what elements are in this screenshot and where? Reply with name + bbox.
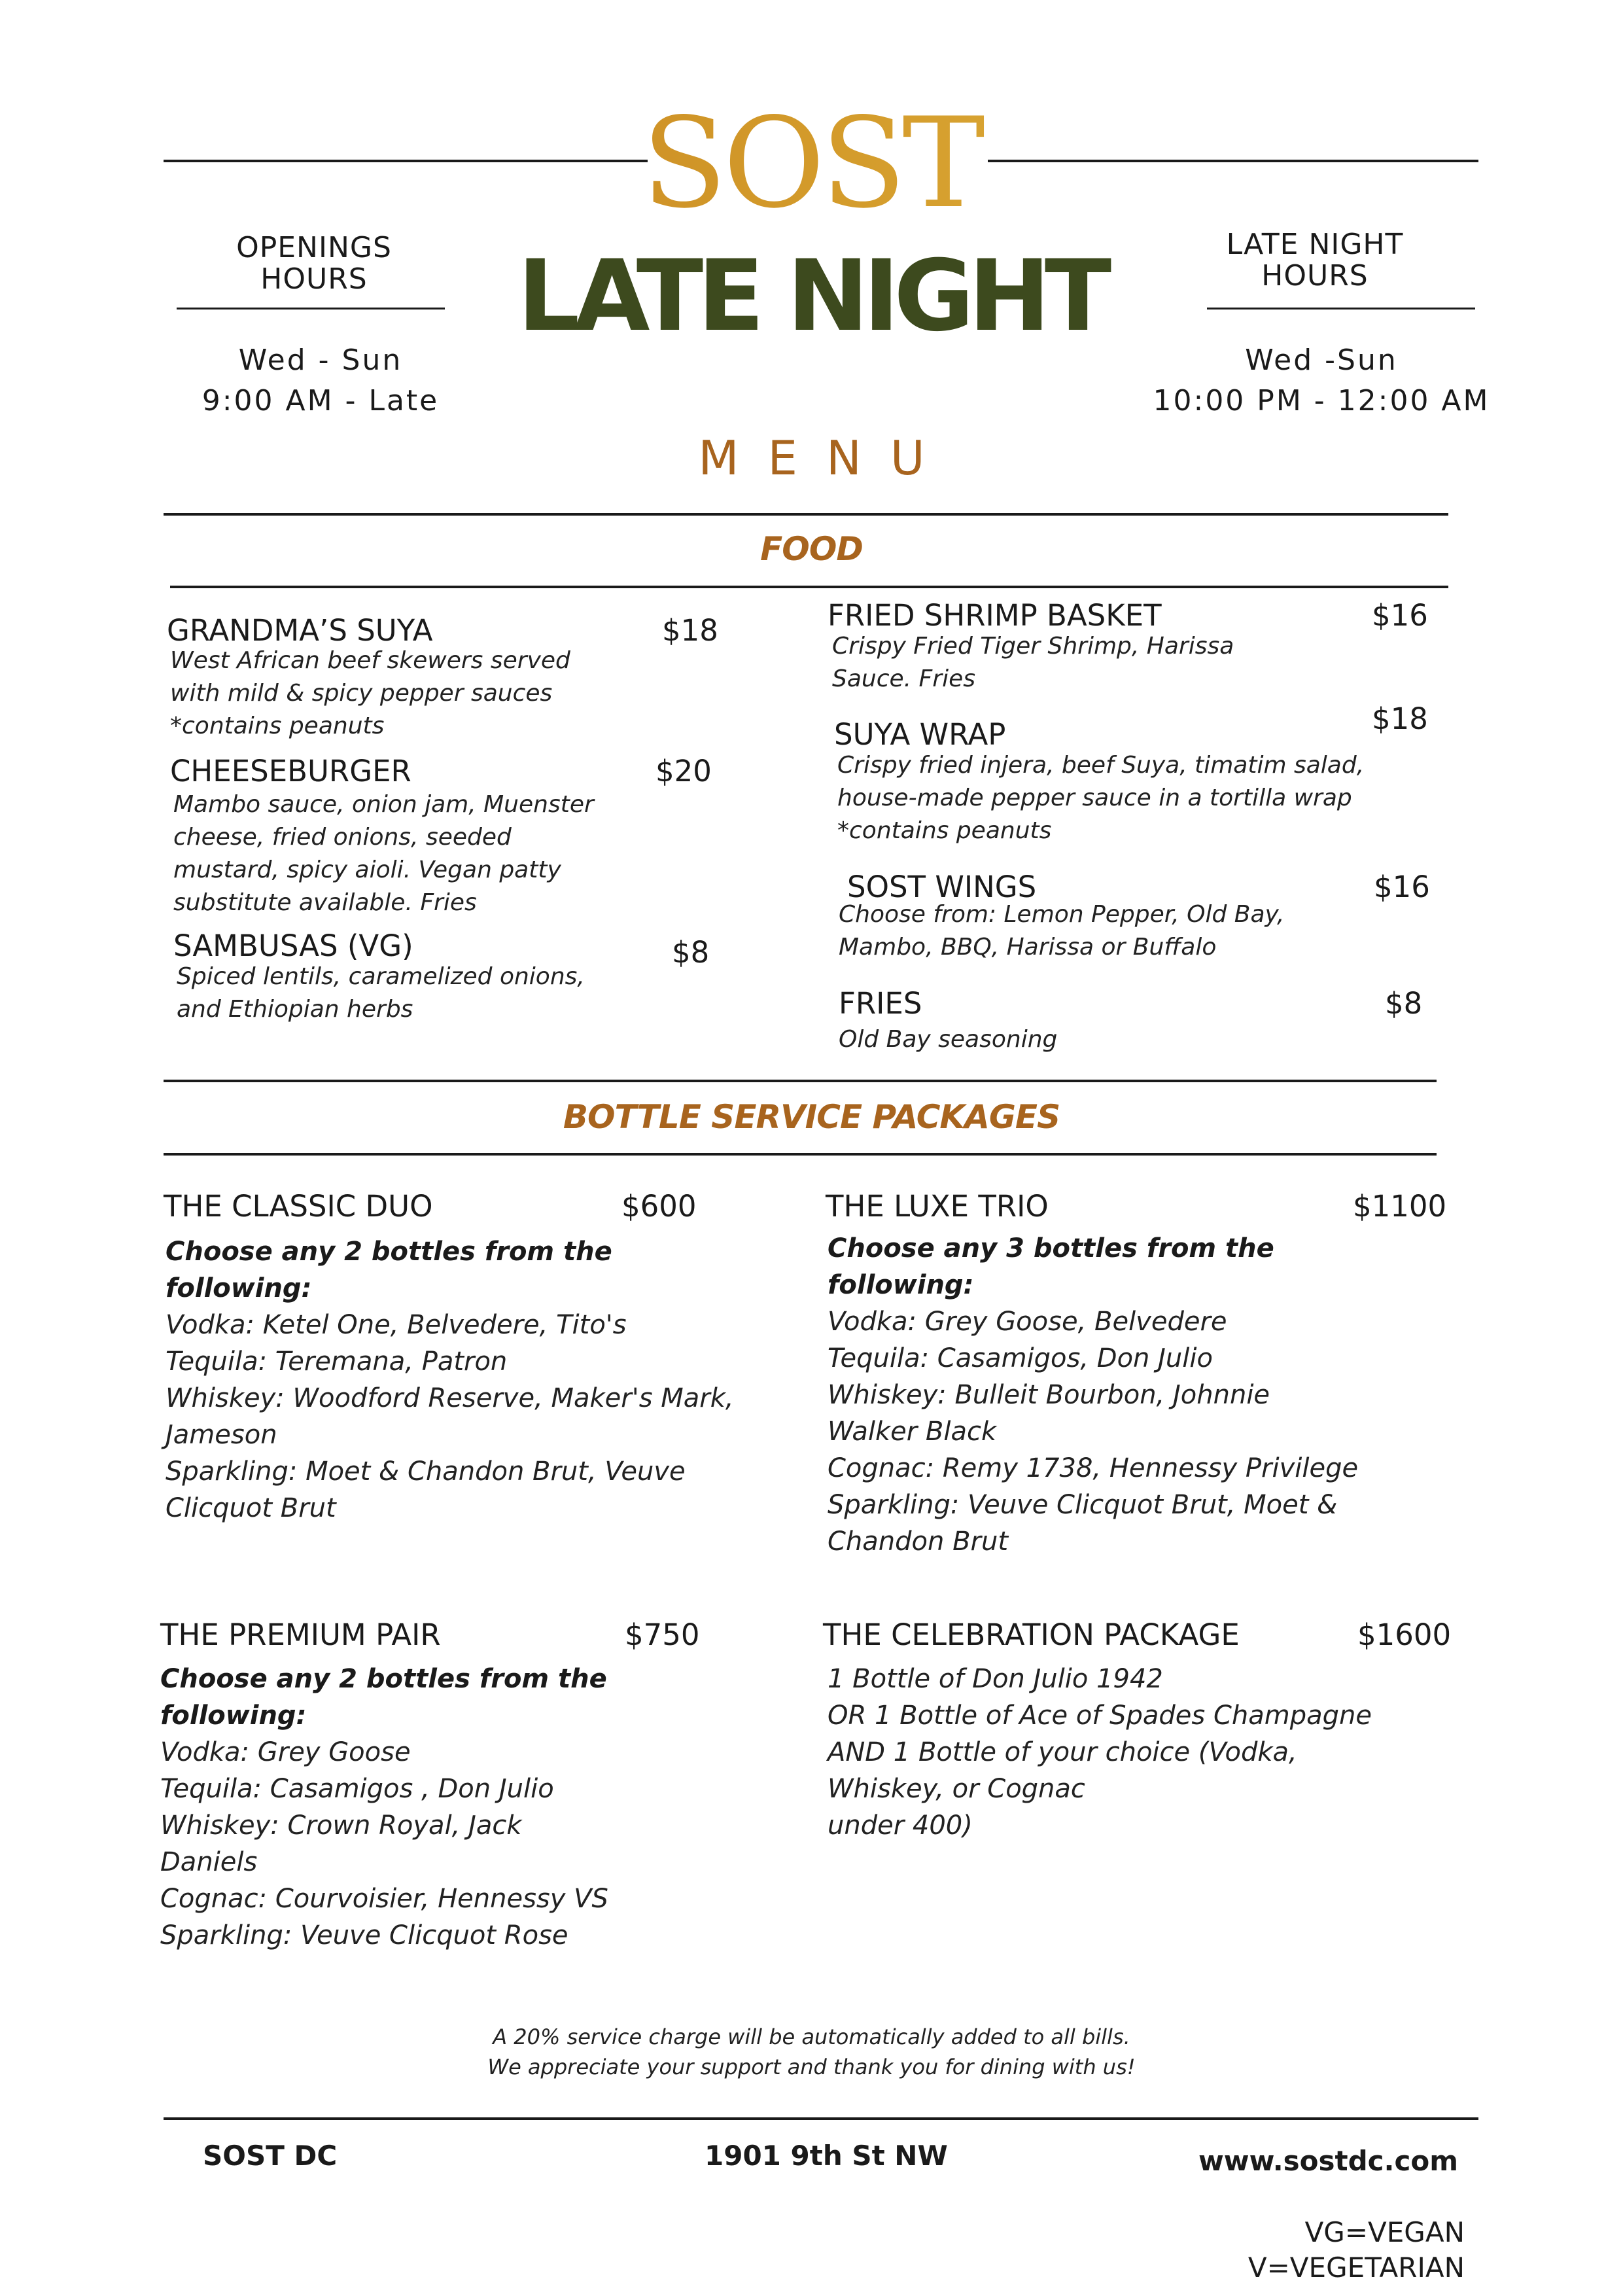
desc-line: with mild & spicy pepper sauces xyxy=(170,680,553,707)
package-price: $750 xyxy=(625,1617,700,1652)
late-night-hours-days: Wed -Sun xyxy=(1245,344,1398,377)
legend-vegetarian: V=VEGETARIAN xyxy=(1248,2252,1465,2284)
food-item-desc xyxy=(837,749,1364,847)
desc-line: *contains peanuts xyxy=(170,713,385,739)
food-rule-top xyxy=(164,513,1448,516)
opening-hours-rule xyxy=(177,308,445,309)
desc-line: and Ethiopian herbs xyxy=(177,996,413,1023)
package-details xyxy=(828,1230,1358,1560)
opening-hours xyxy=(177,232,451,295)
package-choose: following: xyxy=(166,1273,312,1303)
package-line: Jameson xyxy=(166,1420,277,1450)
service-notice-line1: A 20% service charge will be automatically added to all bills. xyxy=(493,2024,1130,2049)
food-item-name: SUYA WRAP xyxy=(834,717,1006,752)
logo: SOST xyxy=(0,101,1623,226)
opening-hours-values xyxy=(177,340,464,421)
package-choose: Choose any 2 bottles from the xyxy=(166,1237,612,1267)
opening-hours-heading-1: OPENINGS xyxy=(236,231,392,264)
package-line: Daniels xyxy=(160,1847,258,1877)
package-line: AND 1 Bottle of your choice (Vodka, xyxy=(828,1737,1297,1767)
food-item-desc xyxy=(839,1023,1057,1056)
legend-vegan: VG=VEGAN xyxy=(1304,2216,1465,2248)
food-item-name: FRIES xyxy=(839,986,922,1021)
desc-line: Crispy fried injera, beef Suya, timatim salad, xyxy=(837,752,1365,779)
late-night-hours-heading-1: LATE NIGHT xyxy=(1226,228,1404,261)
desc-line: cheese, fried onions, seeded xyxy=(173,824,512,851)
package-line: Sparkling: Veuve Clicquot Brut, Moet & xyxy=(828,1490,1338,1520)
package-price: $1100 xyxy=(1353,1189,1447,1224)
package-name: THE CELEBRATION PACKAGE xyxy=(823,1617,1240,1652)
bottle-heading: BOTTLE SERVICE PACKAGES xyxy=(563,1098,1060,1136)
desc-line: Crispy Fried Tiger Shrimp, Harissa xyxy=(832,633,1234,660)
service-notice-line2: We appreciate your support and thank you for dining with us! xyxy=(487,2055,1136,2079)
late-night-hours-rule xyxy=(1207,308,1475,309)
footer-address: 1901 9th St NW xyxy=(705,2140,948,2172)
menu-subtitle: MENU xyxy=(698,431,954,486)
page-title: LATE NIGHT xyxy=(517,239,1106,353)
late-night-hours-values xyxy=(1138,340,1505,421)
late-night-hours-heading-2: HOURS xyxy=(1261,259,1369,292)
service-notice xyxy=(0,2022,1623,2082)
food-item-name: CHEESEBURGER xyxy=(170,754,411,788)
opening-hours-days: Wed - Sun xyxy=(238,344,403,377)
package-choose: following: xyxy=(828,1270,974,1300)
package-line: Cognac: Remy 1738, Hennessy Privilege xyxy=(828,1453,1359,1483)
package-line: Walker Black xyxy=(828,1417,997,1447)
package-line: Tequila: Casamigos , Don Julio xyxy=(160,1774,554,1804)
desc-line: Spiced lentils, caramelized onions, xyxy=(177,963,585,990)
food-item-name: FRIED SHRIMP BASKET xyxy=(828,598,1162,633)
desc-line: Sauce. Fries xyxy=(832,665,975,692)
desc-line: Old Bay seasoning xyxy=(839,1026,1058,1053)
opening-hours-time: 9:00 AM - Late xyxy=(201,384,440,417)
food-item-price: $16 xyxy=(1372,598,1428,633)
late-night-hours xyxy=(1171,229,1459,292)
package-choose: Choose any 2 bottles from the xyxy=(160,1664,607,1694)
package-line: Vodka: Grey Goose, Belvedere xyxy=(828,1307,1227,1337)
desc-line: mustard, spicy aioli. Vegan patty xyxy=(173,857,561,883)
package-line: Whiskey: Bulleit Bourbon, Johnnie xyxy=(828,1380,1270,1410)
food-item-desc xyxy=(832,630,1234,696)
desc-line: West African beef skewers served xyxy=(170,647,570,674)
desc-line: house-made pepper sauce in a tortilla wrap xyxy=(837,785,1352,811)
footer-website[interactable]: www.sostdc.com xyxy=(1198,2145,1459,2177)
package-line: OR 1 Bottle of Ace of Spades Champagne xyxy=(828,1701,1372,1731)
food-item-price: $8 xyxy=(1385,986,1423,1021)
package-line: Vodka: Grey Goose xyxy=(160,1737,411,1767)
package-line: Whiskey: Crown Royal, Jack xyxy=(160,1810,522,1841)
package-line: Cognac: Courvoisier, Hennessy VS xyxy=(160,1884,608,1914)
desc-line: Choose from: Lemon Pepper, Old Bay, xyxy=(839,901,1285,928)
package-line: Vodka: Ketel One, Belvedere, Tito's xyxy=(166,1310,627,1340)
food-item-price: $20 xyxy=(655,754,712,788)
desc-line: substitute available. Fries xyxy=(173,889,477,916)
package-details xyxy=(160,1661,608,1954)
food-item-name: GRANDMA’S SUYA xyxy=(167,613,433,648)
legend xyxy=(1248,2215,1465,2286)
package-details xyxy=(166,1233,734,1527)
package-line: Whiskey: Woodford Reserve, Maker's Mark, xyxy=(166,1383,734,1413)
desc-line: Mambo sauce, onion jam, Muenster xyxy=(173,791,594,818)
footer-rule xyxy=(164,2117,1478,2120)
package-line: Tequila: Casamigos, Don Julio xyxy=(828,1343,1213,1373)
food-item-price: $16 xyxy=(1374,870,1430,904)
food-item-desc xyxy=(173,788,594,919)
package-choose: Choose any 3 bottles from the xyxy=(828,1233,1274,1263)
opening-hours-heading-2: HOURS xyxy=(260,262,368,296)
food-item-price: $8 xyxy=(672,935,710,970)
package-name: THE CLASSIC DUO xyxy=(164,1189,433,1224)
package-choose: following: xyxy=(160,1701,307,1731)
package-price: $600 xyxy=(621,1189,697,1224)
package-line: Tequila: Teremana, Patron xyxy=(166,1347,508,1377)
package-name: THE LUXE TRIO xyxy=(826,1189,1049,1224)
bottle-rule-bottom xyxy=(164,1153,1437,1156)
package-line: under 400) xyxy=(828,1810,973,1841)
package-name: THE PREMIUM PAIR xyxy=(160,1617,441,1652)
package-line: Sparkling: Moet & Chandon Brut, Veuve xyxy=(166,1457,686,1487)
food-item-desc xyxy=(839,898,1285,964)
food-item-name: SOST WINGS xyxy=(847,870,1037,904)
package-line: Sparkling: Veuve Clicquot Rose xyxy=(160,1920,568,1951)
package-line: Clicquot Brut xyxy=(166,1493,336,1523)
food-item-desc xyxy=(170,645,570,743)
package-line: Whiskey, or Cognac xyxy=(828,1774,1085,1804)
food-heading: FOOD xyxy=(760,530,863,568)
package-line: 1 Bottle of Don Julio 1942 xyxy=(828,1664,1163,1694)
late-night-hours-time: 10:00 PM - 12:00 AM xyxy=(1153,384,1490,417)
package-details xyxy=(828,1661,1372,1844)
footer-name: SOST DC xyxy=(203,2140,338,2172)
desc-line: Mambo, BBQ, Harissa or Buffalo xyxy=(839,934,1217,961)
food-item-price: $18 xyxy=(1372,701,1428,736)
desc-line: *contains peanuts xyxy=(837,817,1052,844)
package-line: Chandon Brut xyxy=(828,1527,1008,1557)
package-price: $1600 xyxy=(1357,1617,1452,1652)
food-rule-bottom xyxy=(170,586,1448,588)
food-item-desc xyxy=(177,961,585,1026)
food-item-name: SAMBUSAS (VG) xyxy=(173,928,413,963)
bottle-rule-top xyxy=(164,1080,1437,1082)
food-item-price: $18 xyxy=(662,613,718,648)
